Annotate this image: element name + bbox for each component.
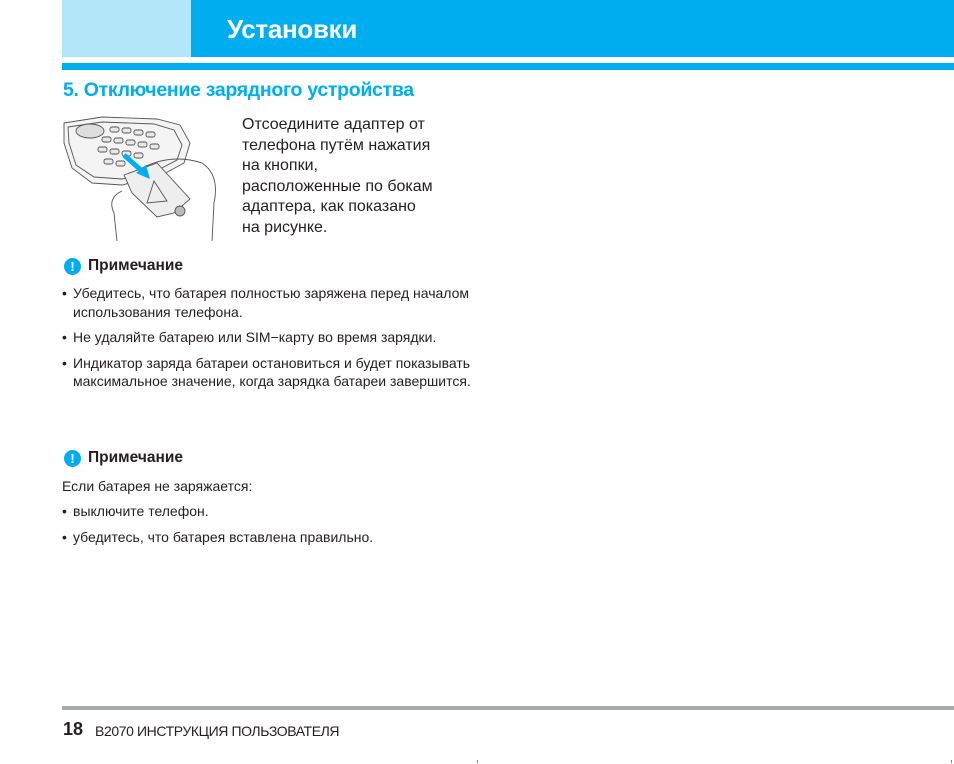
list-item: • выключите телефон. [62, 502, 472, 521]
intro-line: на кнопки, [242, 157, 318, 174]
header-rule [62, 63, 954, 70]
section-title: 5. Отключение зарядного устройства [63, 79, 414, 101]
note-lead: Если батарея не заряжается: [62, 478, 253, 494]
footer-text: B2070 ИНСТРУКЦИЯ ПОЛЬЗОВАТЕЛЯ [95, 723, 340, 739]
list-item: • убедитесь, что батарея вставлена правильно. [62, 528, 472, 547]
note-heading [64, 257, 183, 275]
header-accent-block [62, 0, 191, 57]
crop-mark [951, 760, 952, 763]
list-item: • Индикатор заряда батареи остановиться и будет показывать максимальное значение, когда зарядка батареи завершится. [62, 354, 472, 391]
intro-line: расположенные по бокам [242, 177, 433, 195]
note-title: Примечание [88, 257, 183, 274]
footer-rule [62, 706, 954, 710]
list-item: • Убедитесь, что батарея полностью заряжена перед началом использования телефона. [62, 284, 472, 321]
phone-charger-illustration [62, 113, 227, 241]
exclamation-icon: ! [64, 258, 81, 275]
intro-line: Отсоедините адаптер от [242, 116, 425, 133]
page-number: 18 [63, 719, 84, 739]
note-title: Примечание [88, 449, 183, 466]
crop-mark [477, 760, 478, 763]
exclamation-icon: ! [64, 450, 81, 467]
page-title: Установки [227, 14, 358, 44]
intro-line: на рисунке. [242, 218, 328, 236]
note-list [62, 284, 472, 398]
note-list [62, 502, 472, 553]
note-heading [64, 449, 183, 467]
intro-line: адаптера, как показано [242, 198, 416, 215]
intro-text [242, 115, 474, 238]
list-item: • Не удаляйте батарею или SIM−карту во время зарядки. [62, 328, 472, 347]
intro-line: телефона путём нажатия [242, 136, 431, 154]
